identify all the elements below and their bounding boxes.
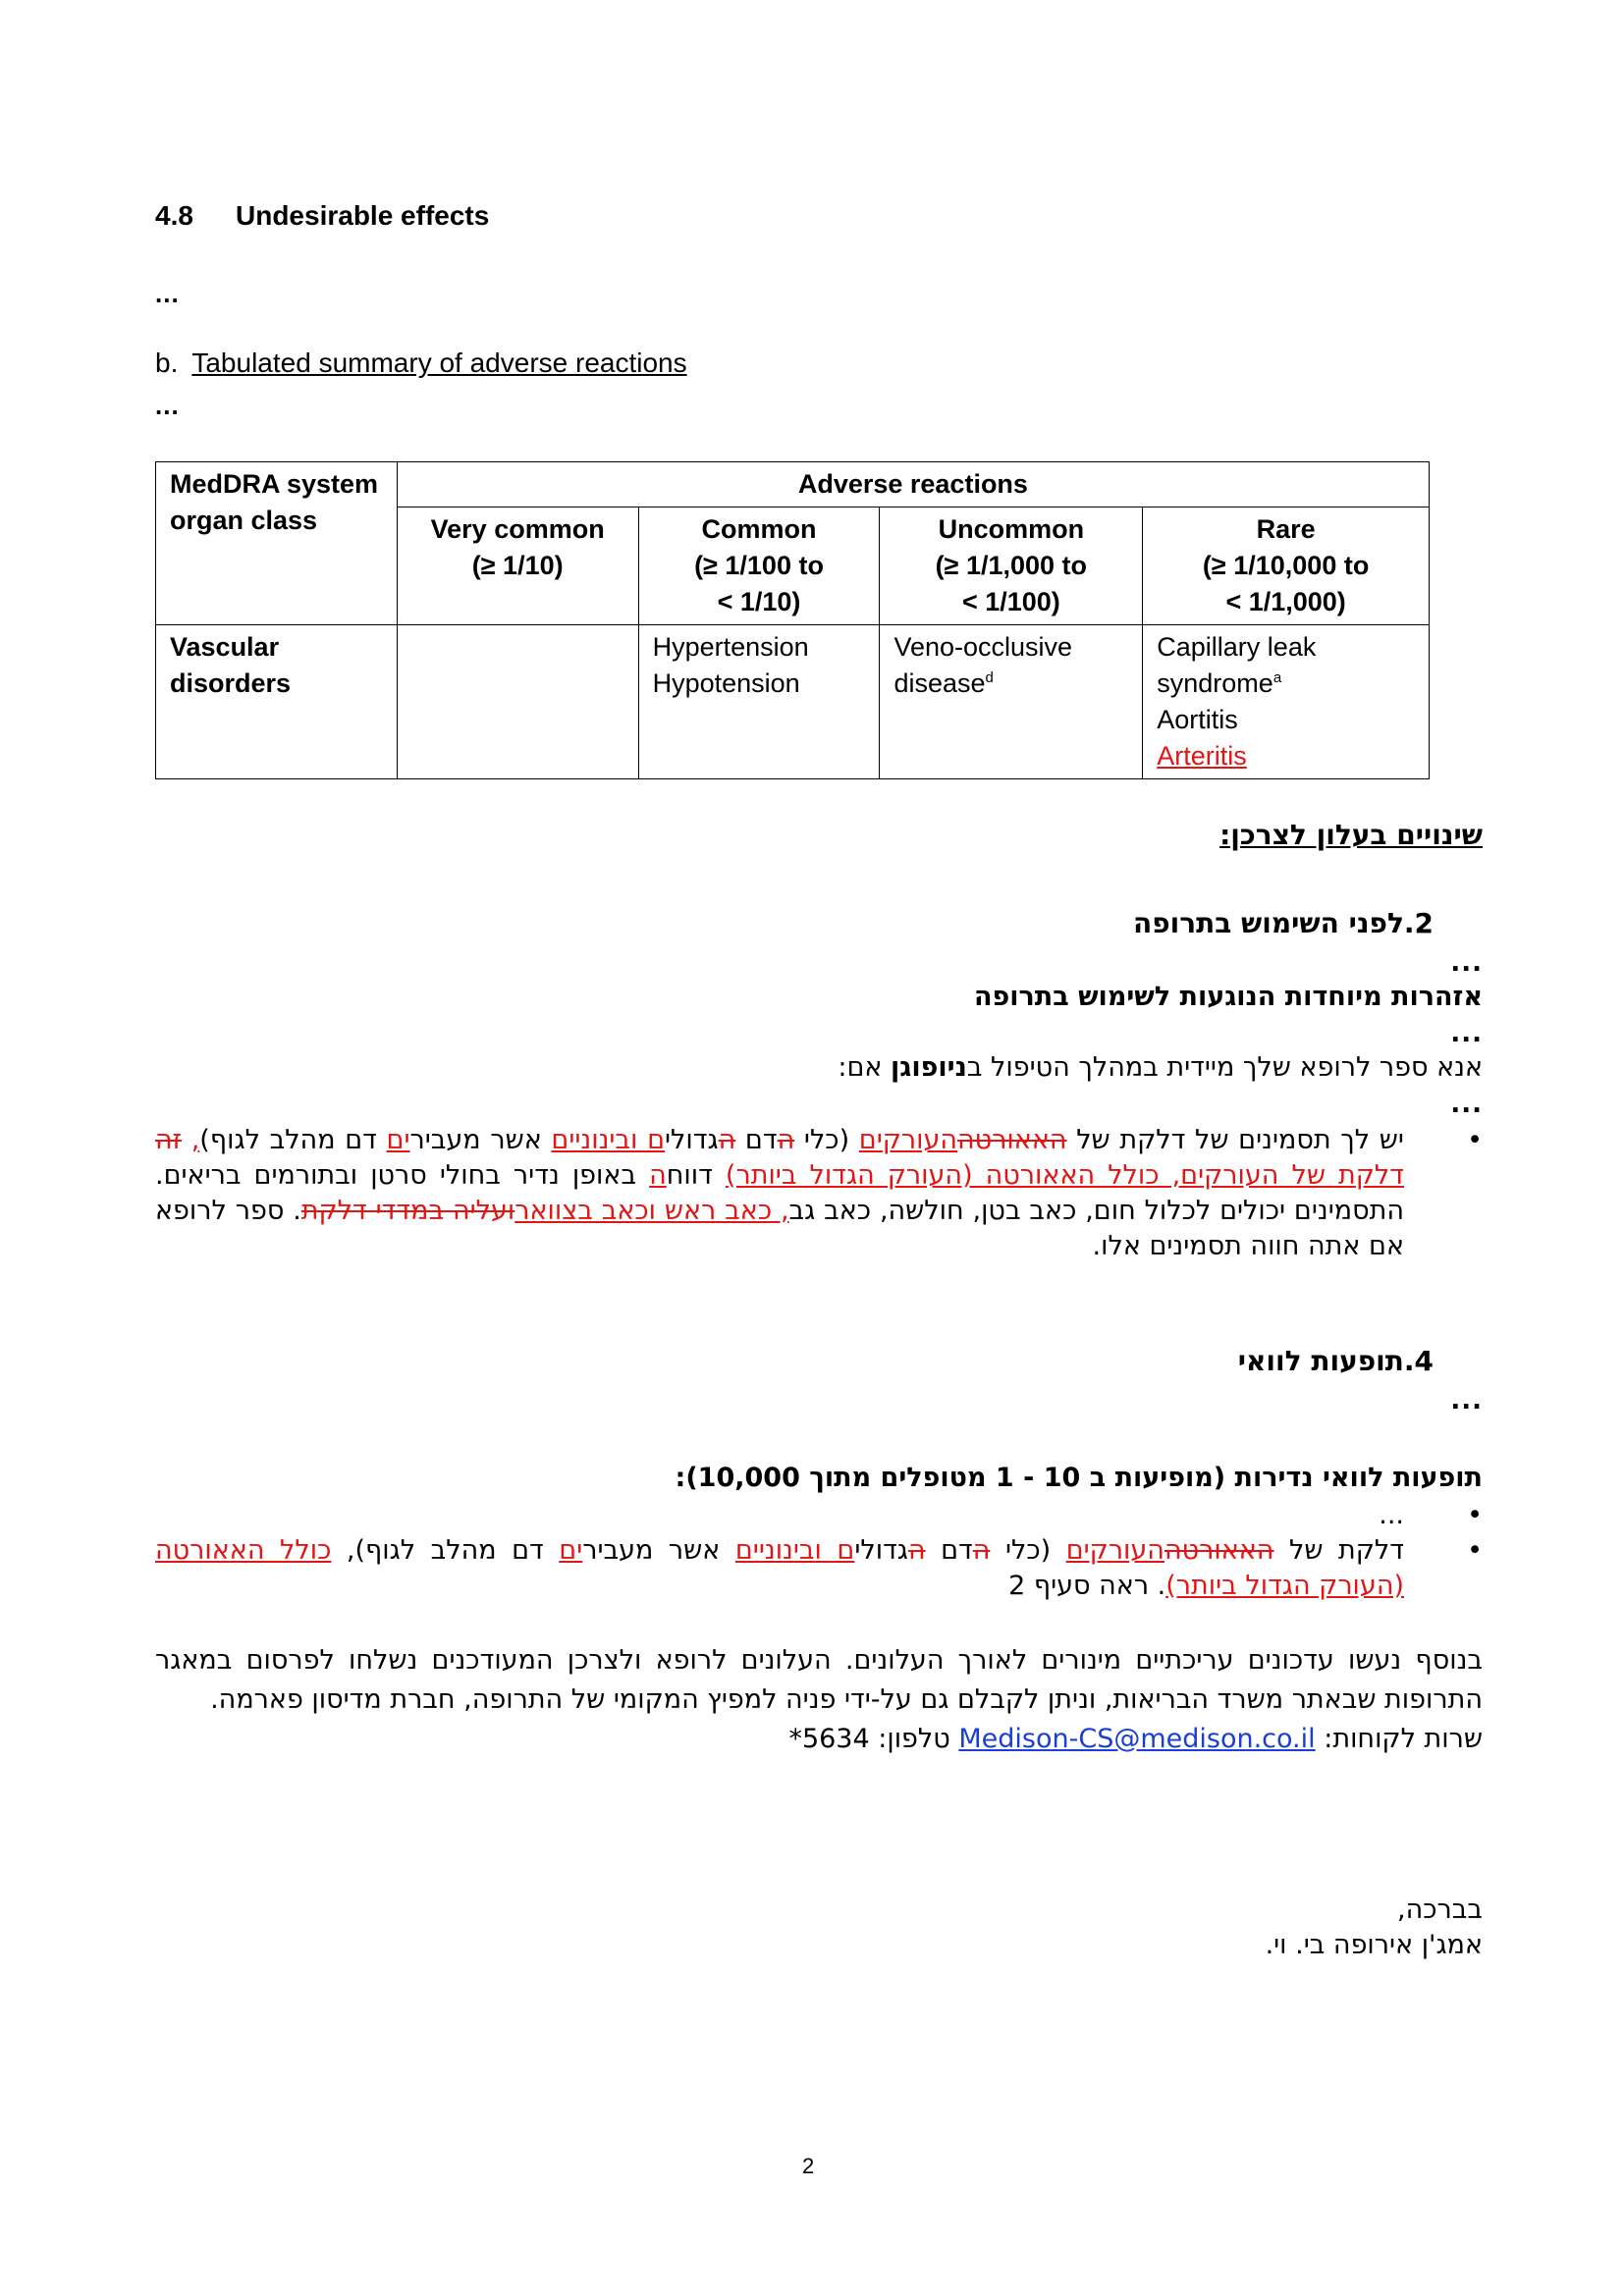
email-link[interactable]: Medison-CS@medison.co.il xyxy=(958,1724,1316,1754)
cell-very-common xyxy=(397,625,638,779)
footnote-mark: d xyxy=(985,669,994,686)
customer-service-line: שרות לקוחות: Medison-CS@medison.co.il טלפון: 5634* xyxy=(788,1724,1483,1754)
section-2-heading: 2.לפני השימוש בתרופה xyxy=(1132,907,1434,939)
freq-header-uncommon: Uncommon (≥ 1/1,000 to < 1/100) xyxy=(880,507,1143,625)
ellipsis: ... xyxy=(1450,1090,1483,1119)
freq-header-rare: Rare (≥ 1/10,000 to < 1/1,000) xyxy=(1143,507,1430,625)
cell-uncommon xyxy=(880,625,1143,779)
reaction-arteritis-added: Arteritis xyxy=(1157,741,1247,771)
footer-paragraph: בנוסף נעשו עדכונים עריכתיים מינורים לאורך העלונים. העלונים לרופא ולצרכן המעודכנים נשלחו לפרסום במאגר התרופות שבאתר משרד הבריאות, וניתן לקבלם גם על-ידי פניה למפיץ המקומי של התרופה, חברת מדיסון פארמה. xyxy=(155,1645,1483,1715)
bullet-aortitis-warning xyxy=(155,1123,1483,1264)
drug-name: ניופוגן xyxy=(891,1052,967,1083)
footnote-mark: a xyxy=(1272,669,1282,686)
ellipsis: ... xyxy=(155,391,180,420)
subsection-heading xyxy=(155,347,687,379)
page-number: 2 xyxy=(802,2154,815,2178)
cell-common xyxy=(638,625,880,779)
ellipsis: ... xyxy=(1450,1019,1483,1048)
rare-bullet-arteritis xyxy=(155,1533,1483,1604)
freq-header-common: Common (≥ 1/100 to < 1/10) xyxy=(638,507,880,625)
reaction-veno-occlusive: Veno-occlusive disease xyxy=(893,632,1073,698)
section-heading xyxy=(155,200,489,232)
cell-rare xyxy=(1143,625,1430,779)
ellipsis: ... xyxy=(1450,948,1483,978)
ellipsis: ... xyxy=(1450,1386,1483,1415)
adverse-reactions-table xyxy=(155,461,1430,779)
freq-header-very-common: Very common (≥ 1/10) xyxy=(397,507,638,625)
subsection-title: Tabulated summary of adverse reactions xyxy=(191,347,687,378)
reaction-capillary-leak: Capillary leak syndrome xyxy=(1157,632,1317,698)
warnings-heading: אזהרות מיוחדות הנוגעות לשימוש בתרופה xyxy=(973,982,1483,1012)
bullet-marker: • xyxy=(1467,1125,1483,1155)
changes-title: שינויים בעלון לצרכן: xyxy=(1219,819,1483,851)
rare-bullet-1: • ... xyxy=(1379,1500,1483,1530)
reaction-aortitis: Aortitis xyxy=(1157,705,1238,734)
bullet-text: דלקת של האאורטההעורקים (כלי הדם הגדולים ובינוניים אשר מעבירים דם מהלב לגוף), כולל האאורטה (העורק הגדול ביותר). ראה סעיף 2 xyxy=(155,1535,1404,1601)
subsection-letter: b. xyxy=(155,347,179,378)
section-title: Undesirable effects xyxy=(236,200,490,231)
bullet-text: יש לך תסמינים של דלקת של האאורטההעורקים (כלי הדם הגדולים ובינוניים אשר מעבירים דם מהלב לגוף), זה דלקת של העורקים, כולל האאורטה (העורק הגדול ביותר) דווחה באופן נדיר בחולי סרטן ובתורמים בריאים. התסמינים יכולים לכלול חום, כאב בטן, חולשה, כאב גב, כאב ראש וכאב בצווארועליה במדדי דלקת. ספר לרופא אם אתה חווה תסמינים אלו. xyxy=(155,1125,1404,1261)
bullet-marker: • xyxy=(1467,1535,1483,1566)
soc-header: MedDRA system organ class xyxy=(156,462,398,625)
ellipsis: ... xyxy=(155,279,180,308)
reaction-hypertension: Hypertension xyxy=(652,632,809,662)
company-signature: אמג'ן אירופה בי. וי. xyxy=(1265,1930,1483,1960)
section-number: 4.8 xyxy=(155,200,193,231)
reaction-hypotension: Hypotension xyxy=(652,668,800,698)
tell-doctor-line: אנא ספר לרופא שלך מיידית במהלך הטיפול בניופוגן אם: xyxy=(838,1052,1483,1083)
section-4-heading: 4.תופעות לוואי xyxy=(1237,1345,1434,1377)
adverse-reactions-header: Adverse reactions xyxy=(397,462,1429,507)
rare-effects-heading: תופעות לוואי נדירות (מופיעות ב 10 - 1 מטופלים מתוך 10,000): xyxy=(675,1463,1483,1493)
soc-vascular-disorders: Vascular disorders xyxy=(156,625,398,779)
greeting: בברכה, xyxy=(1397,1895,1483,1925)
